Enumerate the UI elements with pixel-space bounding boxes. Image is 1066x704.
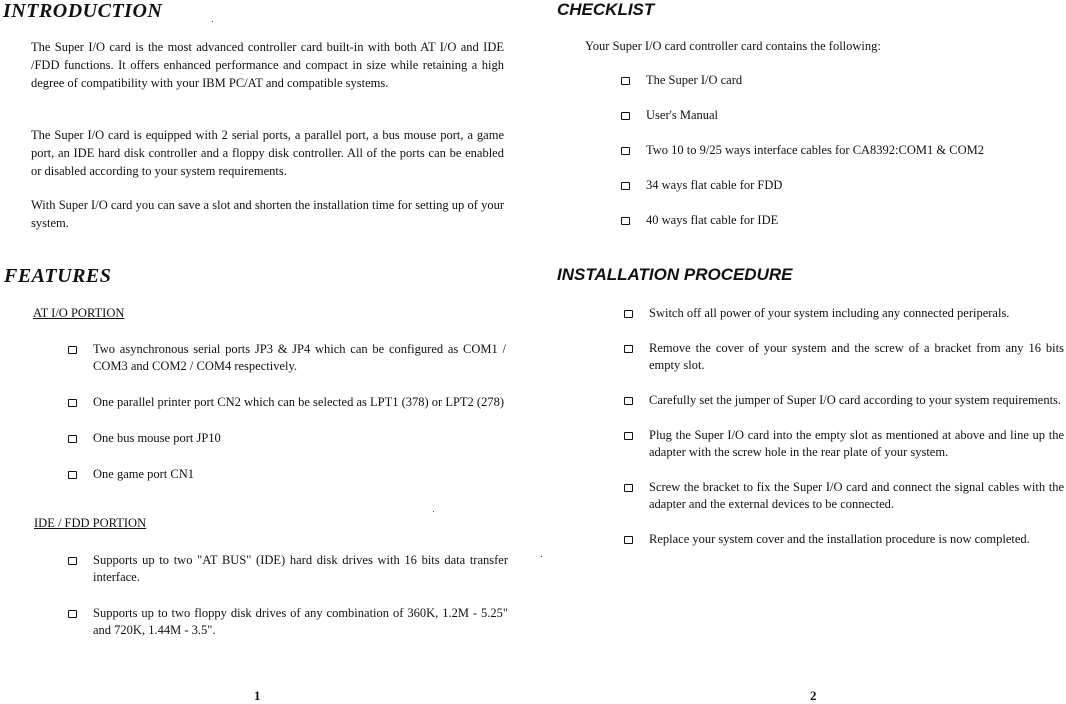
checkbox-bullet-icon <box>624 536 633 544</box>
list-item: One game port CN1 <box>68 466 506 483</box>
checkbox-bullet-icon <box>68 346 77 354</box>
checkbox-bullet-icon <box>624 432 633 440</box>
list-item: Two 10 to 9/25 ways interface cables for CA8392:COM1 & COM2 <box>621 142 1061 159</box>
checklist-intro: Your Super I/O card controller card contains the following: <box>585 39 881 53</box>
checkbox-bullet-icon <box>68 471 77 479</box>
list-item: 40 ways flat cable for IDE <box>621 212 1061 229</box>
checkbox-bullet-icon <box>621 112 630 120</box>
checkbox-bullet-icon <box>624 484 633 492</box>
list-item: Plug the Super I/O card into the empty slot as mentioned at above and line up the adapter with the screw hole in the rear plate of your system. <box>624 427 1064 461</box>
list-item: Remove the cover of your system and the screw of a bracket from any 16 bits empty slot. <box>624 340 1064 374</box>
checkbox-bullet-icon <box>624 345 633 353</box>
checkbox-bullet-icon <box>621 77 630 85</box>
checkbox-bullet-icon <box>68 557 77 565</box>
checkbox-bullet-icon <box>68 435 77 443</box>
checklist-list <box>621 72 1061 229</box>
features-heading: FEATURES <box>4 265 112 287</box>
checkbox-bullet-icon <box>68 610 77 618</box>
checkbox-bullet-icon <box>621 182 630 190</box>
scan-speck <box>541 556 542 557</box>
page-number: 1 <box>254 688 261 703</box>
list-item: Supports up to two "AT BUS" (IDE) hard disk drives with 16 bits data transfer interface. <box>68 552 508 586</box>
checklist-heading: CHECKLIST <box>557 0 655 19</box>
installation-procedure-heading: INSTALLATION PROCEDURE <box>557 265 793 284</box>
checkbox-bullet-icon <box>624 397 633 405</box>
checkbox-bullet-icon <box>621 147 630 155</box>
intro-paragraph-3: With Super I/O card you can save a slot and shorten the installation time for setting up of your system. <box>31 198 504 230</box>
at-io-portion-heading: AT I/O PORTION <box>33 306 125 320</box>
list-item: The Super I/O card <box>621 72 1061 89</box>
intro-paragraph-2: The Super I/O card is equipped with 2 serial ports, a parallel port, a bus mouse port, a game port, an IDE hard disk controller and a floppy disk controller. All of the ports can be enabled or disabled according to your system requirements. <box>31 128 504 178</box>
list-item: Replace your system cover and the installation procedure is now completed. <box>624 531 1064 548</box>
checkbox-bullet-icon <box>68 399 77 407</box>
scan-speck <box>212 21 213 22</box>
list-item: Carefully set the jumper of Super I/O card according to your system requirements. <box>624 392 1064 409</box>
introduction-heading: INTRODUCTION <box>3 0 163 22</box>
installation-steps-list <box>624 305 1064 548</box>
list-item: Screw the bracket to fix the Super I/O card and connect the signal cables with the adapter and the external devices to be connected. <box>624 479 1064 513</box>
checkbox-bullet-icon <box>624 310 633 318</box>
checkbox-bullet-icon <box>621 217 630 225</box>
ide-fdd-feature-list <box>68 552 508 639</box>
list-item: Two asynchronous serial ports JP3 & JP4 which can be configured as COM1 / COM3 and COM2 / COM4 respectively. <box>68 341 506 375</box>
list-item: User's Manual <box>621 107 1061 124</box>
ide-fdd-portion-heading: IDE / FDD PORTION <box>34 516 147 530</box>
page-2 <box>533 0 1066 704</box>
list-item: One bus mouse port JP10 <box>68 430 506 447</box>
list-item: Supports up to two floppy disk drives of any combination of 360K, 1.2M - 5.25" and 720K, 1.44M - 3.5". <box>68 605 508 639</box>
at-io-feature-list <box>68 341 506 483</box>
intro-paragraph-1: The Super I/O card is the most advanced controller card built-in with both AT I/O and IDE /FDD functions. It offers enhanced performance and compact in size while retaining a high degree of compatibility with your IBM PC/AT and compatible systems. <box>31 40 504 90</box>
scan-speck <box>433 511 434 512</box>
list-item: 34 ways flat cable for FDD <box>621 177 1061 194</box>
page-number: 2 <box>810 688 817 703</box>
list-item: One parallel printer port CN2 which can be selected as LPT1 (378) or LPT2 (278) <box>68 394 506 411</box>
list-item: Switch off all power of your system including any connected periperals. <box>624 305 1064 322</box>
